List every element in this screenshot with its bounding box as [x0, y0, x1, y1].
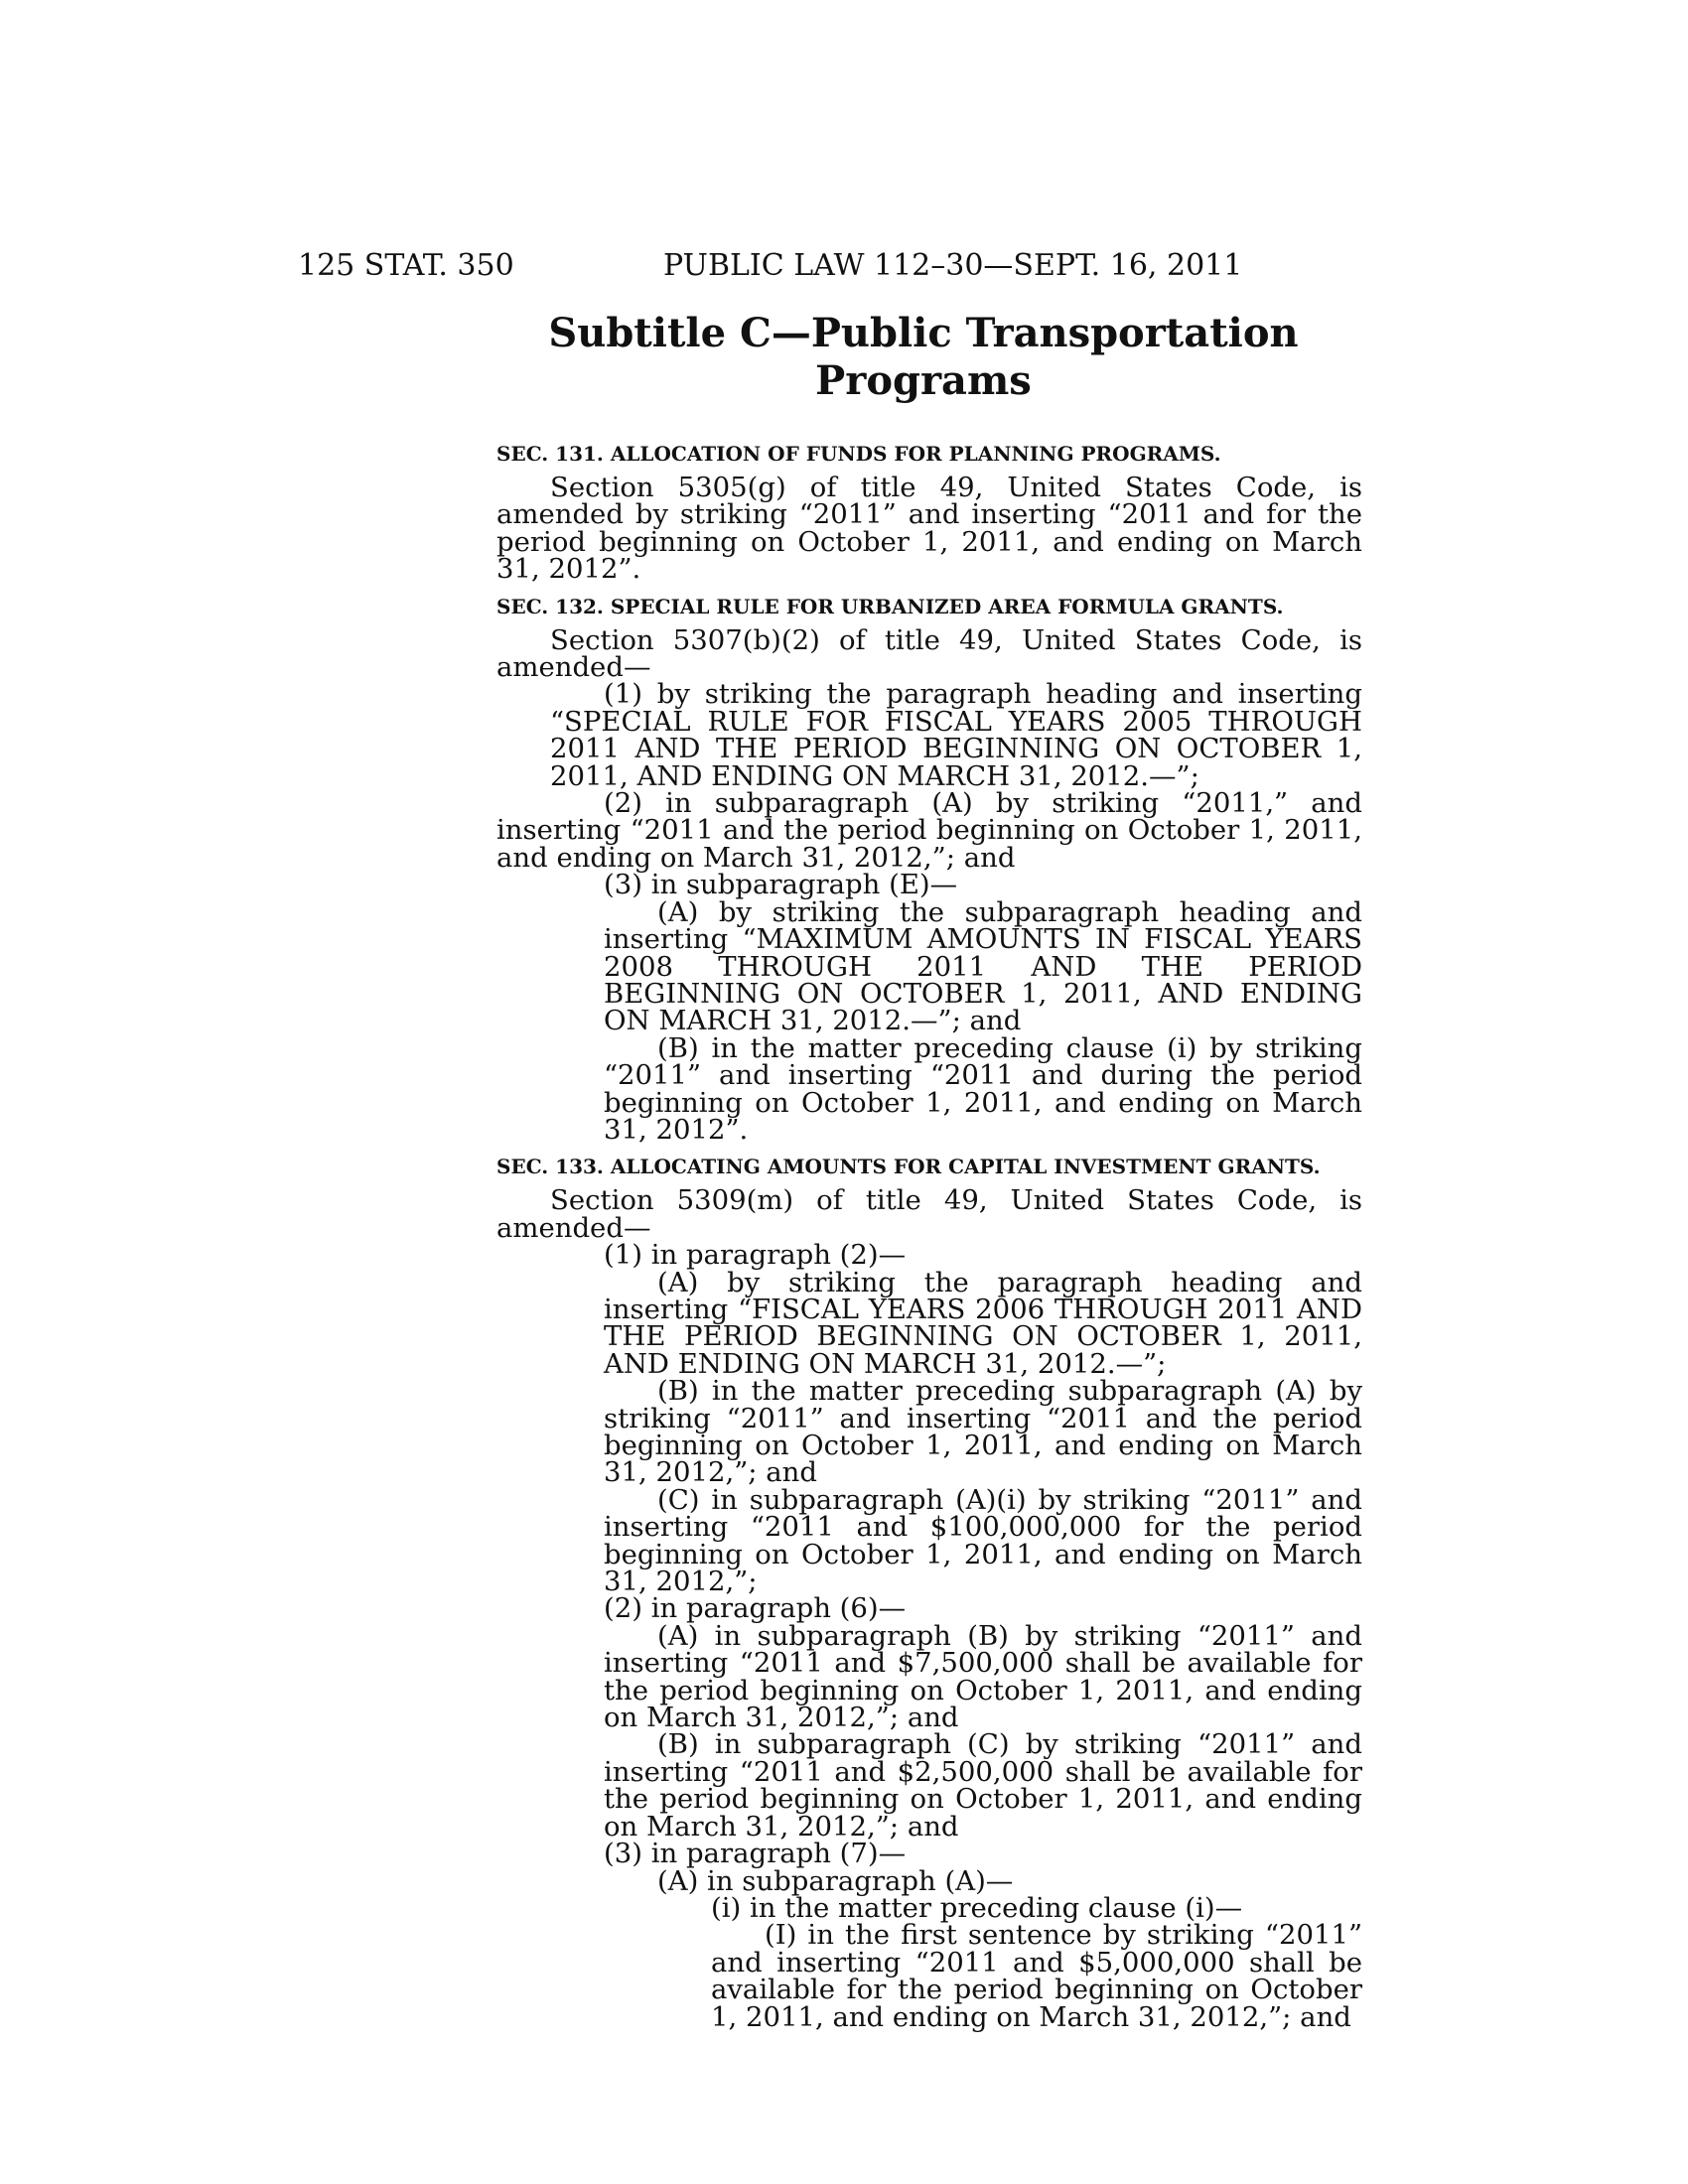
section-132-paragraph-3b: (B) in the matter preceding clause (i) by striking “2011” and inserting “2011 and during the period beginning on October 1, 2011, and ending on March 31, 2012”. [604, 1031, 1362, 1146]
section-133-paragraph-2b: (B) in subparagraph (C) by striking “2011” and inserting “2011 and $2,500,000 shall be available for the period beginning on October 1, 2011, and ending on March 31, 2012,”; and [604, 1728, 1362, 1843]
subtitle-line-2: Programs [815, 357, 1032, 404]
section-132-heading: SEC. 132. SPECIAL RULE FOR URBANIZED AREA FORMULA GRANTS. [496, 594, 1284, 618]
section-132 [496, 592, 1362, 1145]
section-133-paragraph-2: (2) in paragraph (6)— [604, 1592, 907, 1625]
section-133-paragraph-2a: (A) in subparagraph (B) by striking “2011” and inserting “2011 and $7,500,000 shall be available for the period beginning on October 1, 2011, and ending on March 31, 2012,”; and [604, 1619, 1362, 1734]
section-133-paragraph-1b: (B) in the matter preceding subparagraph (A) by striking “2011” and inserting “2011 and the period beginning on October 1, 2011, and ending on March 31, 2012,”; and [604, 1375, 1362, 1489]
section-133-paragraph-1: (1) in paragraph (2)— [604, 1239, 907, 1272]
section-133-paragraph-3a: (A) in subparagraph (A)— [657, 1864, 1014, 1897]
section-133-clause-i: (i) in the matter preceding clause (i)— [711, 1891, 1243, 1924]
section-132-intro: Section 5307(b)(2) of title 49, United States Code, is amended— [496, 623, 1362, 684]
section-131 [496, 439, 1362, 584]
public-law-citation: PUBLIC LAW 112–30—SEPT. 16, 2011 [663, 248, 1243, 283]
section-133-intro: Section 5309(m) of title 49, United States Code, is amended— [496, 1184, 1362, 1244]
section-132-paragraph-2: (2) in subparagraph (A) by striking “2011,” and inserting “2011 and the period beginning on October 1, 2011, and ending on March 31, 2012,”; and [496, 787, 1362, 874]
section-132-paragraph-1: (1) by striking the paragraph heading and inserting “SPECIAL RULE FOR FISCAL YEARS 2005 THROUGH 2011 AND THE PERIOD BEGINNING ON OCTOBER 1, 2011, AND ENDING ON MARCH 31, 2012.—”; [550, 678, 1362, 792]
section-131-heading: SEC. 131. ALLOCATION OF FUNDS FOR PLANNING PROGRAMS. [496, 442, 1221, 466]
statute-page-number: 125 STAT. 350 [298, 248, 514, 283]
subtitle-heading [516, 310, 1331, 405]
section-133-paragraph-1c: (C) in subparagraph (A)(i) by striking “2011” and inserting “2011 and $100,000,000 for the period beginning on October 1, 2011, and ending on March 31, 2012,”; [604, 1483, 1362, 1598]
section-132-paragraph-3a: (A) by striking the subparagraph heading and inserting “MAXIMUM AMOUNTS IN FISCAL YEARS 2008 THROUGH 2011 AND THE PERIOD BEGINNING ON OCTOBER 1, 2011, AND ENDING ON MARCH 31, 2012.—”; and [604, 895, 1362, 1037]
section-132-paragraph-3: (3) in subparagraph (E)— [604, 869, 958, 901]
section-133-subclause-I: (I) in the first sentence by striking “2011” and inserting “2011 and $5,000,000 shall be available for the period beginning on October 1, 2011, and ending on March 31, 2012,”; and [711, 1919, 1362, 2033]
section-133-paragraph-1a: (A) by striking the paragraph heading and inserting “FISCAL YEARS 2006 THROUGH 2011 AND THE PERIOD BEGINNING ON OCTOBER 1, 2011, AND ENDING ON MARCH 31, 2012.—”; [604, 1266, 1362, 1380]
section-133 [496, 1152, 1362, 2031]
document-body [496, 437, 1362, 2031]
section-131-text: Section 5305(g) of title 49, United States Code, is amended by striking “2011” and inserting “2011 and for the period beginning on October 1, 2011, and ending on March 31, 2012”. [496, 472, 1362, 586]
subtitle-line-1: Subtitle C—Public Transportation [548, 310, 1299, 356]
section-133-heading: SEC. 133. ALLOCATING AMOUNTS FOR CAPITAL INVESTMENT GRANTS. [496, 1155, 1321, 1179]
section-133-paragraph-3: (3) in paragraph (7)— [604, 1838, 907, 1870]
